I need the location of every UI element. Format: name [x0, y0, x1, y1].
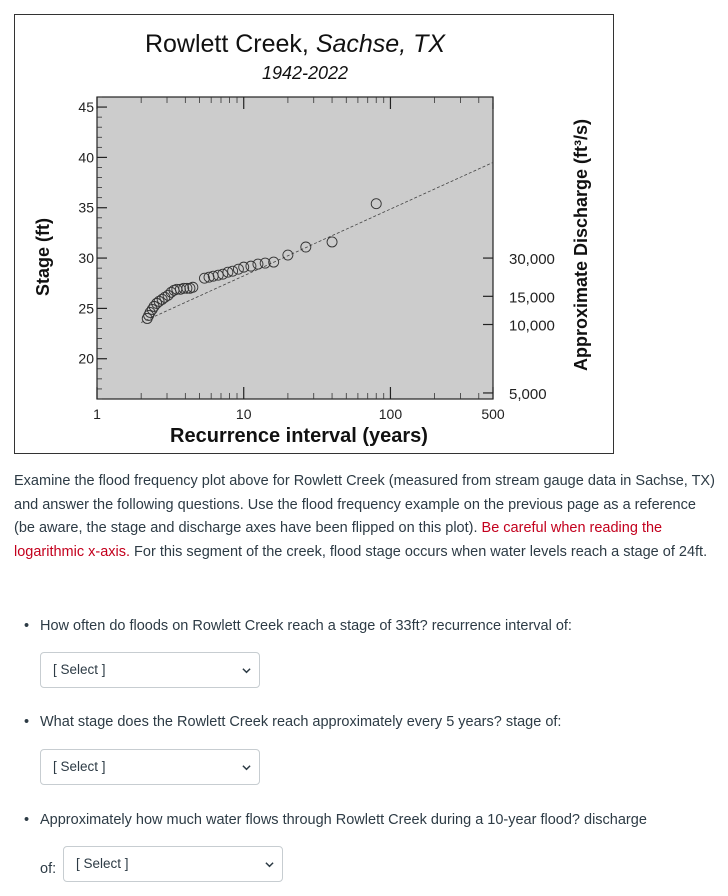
y-tick-label: 40 — [78, 149, 94, 166]
discharge-select-value: [ Select ] — [76, 856, 129, 871]
question-2-bullet: • — [24, 714, 30, 730]
x-tick-label: 500 — [481, 406, 505, 422]
chevron-down-icon — [242, 763, 251, 772]
stage-select-value: [ Select ] — [53, 759, 106, 774]
x-axis-label: Recurrence interval (years) — [170, 425, 428, 447]
y2-tick-label: 15,000 — [509, 289, 555, 307]
stage-select[interactable] — [40, 749, 260, 785]
y2-tick-label: 5,000 — [509, 385, 547, 403]
y-tick-label: 25 — [78, 300, 94, 317]
chart-title-place: Sachse, TX — [315, 30, 446, 58]
recurrence-interval-select[interactable] — [40, 652, 260, 688]
chart-title-main: Rowlett Creek, — [144, 30, 316, 58]
plot-area — [97, 97, 493, 399]
question-2-text: What stage does the Rowlett Creek reach approximately every 5 years? stage of: — [40, 714, 562, 730]
question-3-bullet: • — [24, 812, 30, 828]
x-tick-label: 100 — [378, 406, 403, 422]
y2-tick-label: 30,000 — [509, 251, 555, 269]
y2-tick-label: 10,000 — [509, 317, 555, 335]
flood-frequency-figure — [14, 14, 614, 454]
question-1-bullet: • — [24, 618, 30, 634]
flood-frequency-chart — [15, 15, 613, 453]
instructions-paragraph — [14, 470, 719, 564]
discharge-of-label: of: — [40, 861, 57, 877]
x-tick-label: 10 — [235, 406, 252, 422]
discharge-select[interactable] — [63, 846, 283, 882]
instructions-text-before: Examine the flood frequency plot above for Rowlett Creek (measured from stream gauge data in Sachse, TX) and answer the following questions. Use the flood frequency example on the previous page as a reference (be aware, the stage and discharge axes have been flipped on this plot). — [14, 473, 715, 536]
chevron-down-icon — [242, 666, 251, 675]
recurrence-interval-select-value: [ Select ] — [53, 662, 106, 677]
y-tick-label: 30 — [78, 250, 94, 267]
y-axis-label: Stage (ft) — [33, 218, 53, 296]
y-tick-label: 20 — [78, 350, 94, 367]
chevron-down-icon — [265, 860, 274, 869]
y2-axis-label: Approximate Discharge (ft³/s) — [571, 118, 591, 372]
chart-title — [145, 30, 446, 58]
y-tick-label: 35 — [78, 199, 94, 216]
question-3-text: Approximately how much water flows through Rowlett Creek during a 10-year flood? discharge — [40, 812, 647, 828]
y-tick-label: 45 — [78, 99, 94, 116]
instructions-text-after: For this segment of the creek, flood stage occurs when water levels reach a stage of 24ft. — [130, 543, 708, 560]
log-axis-warning: Be careful when reading the logarithmic x-axis. — [14, 520, 663, 560]
x-tick-label: 1 — [93, 406, 101, 422]
question-1-text: How often do floods on Rowlett Creek reach a stage of 33ft? recurrence interval of: — [40, 618, 572, 634]
chart-subtitle: 1942-2022 — [261, 63, 349, 83]
